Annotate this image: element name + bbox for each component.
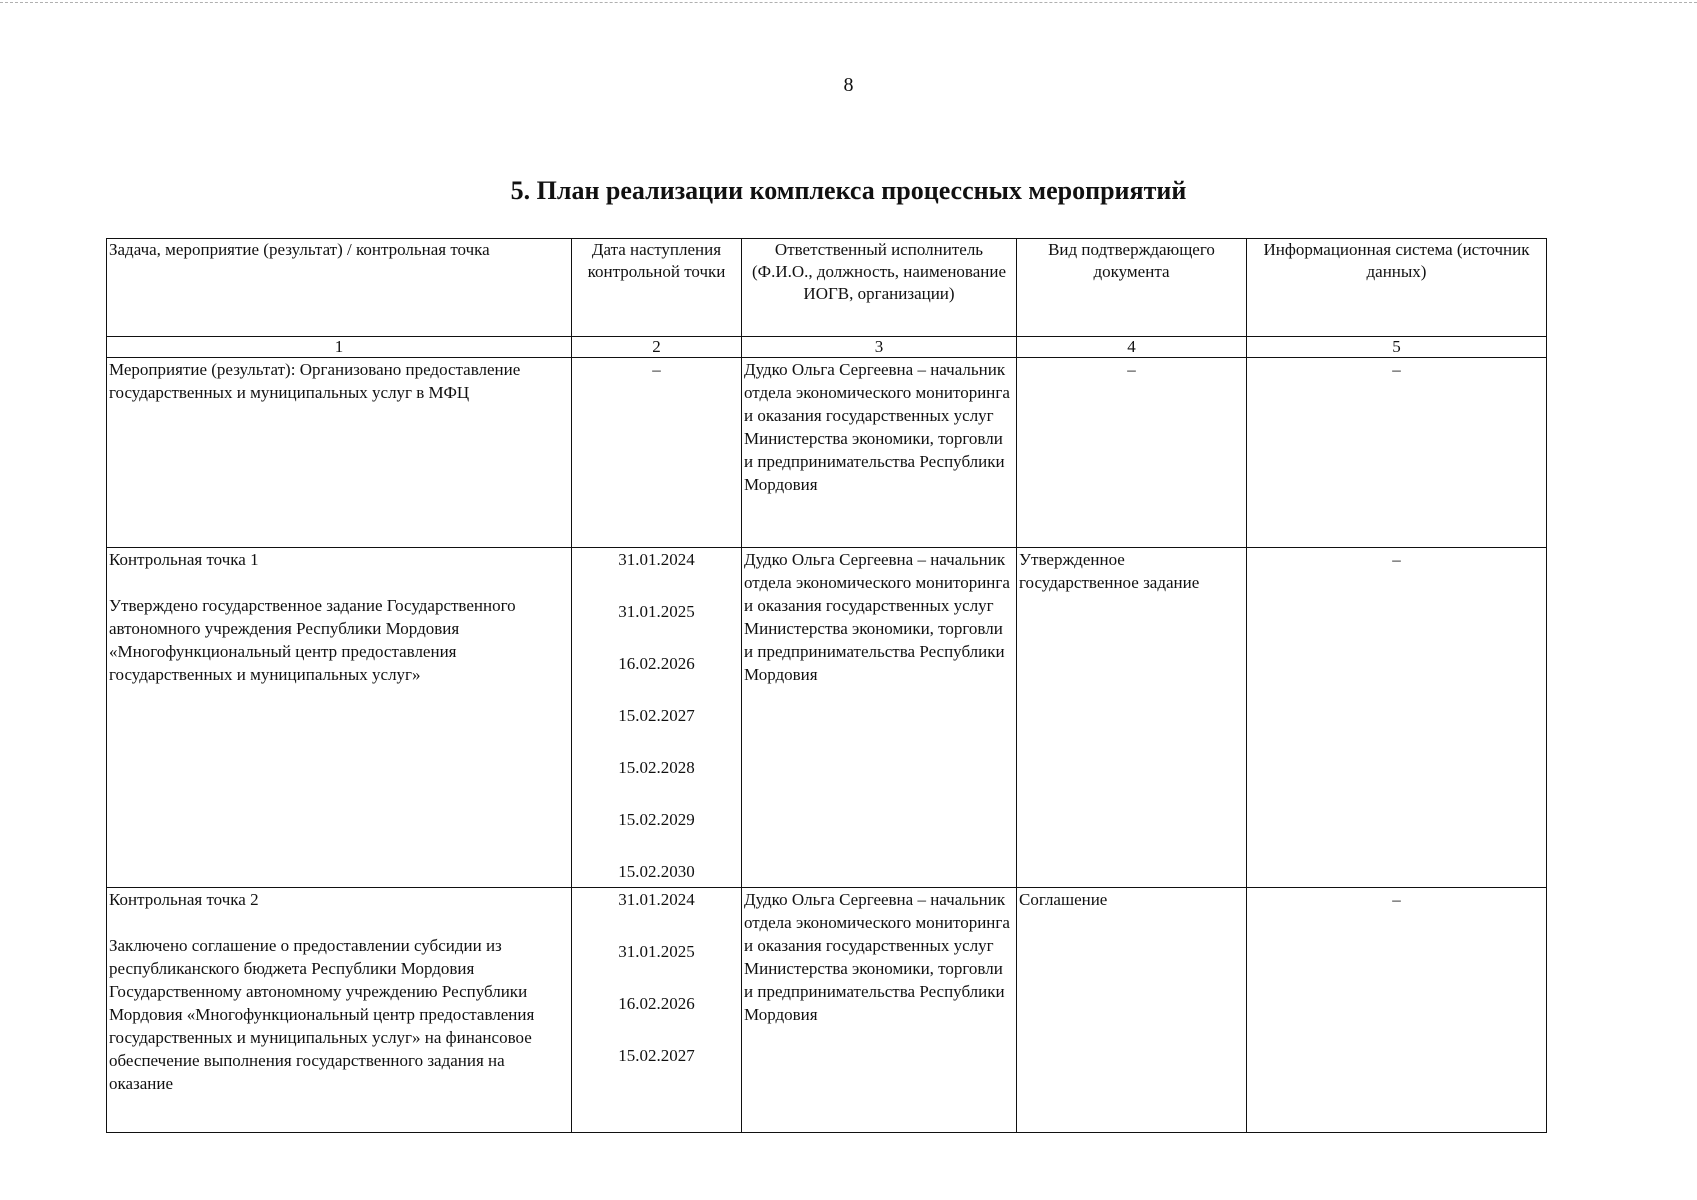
date-value: 31.01.2024	[618, 550, 695, 569]
task-text: Заключено соглашение о предоставлении субсидии из республиканского бюджета Республики Мордовия Государственному автономному учреждению Республики Мордовия «Многофункциональный центр предоставления государственных и муниципальных услуг» на финансовое обеспечение выполнения государственного задания на оказание	[109, 936, 535, 1093]
date-value: 31.01.2025	[618, 602, 695, 621]
system-cell: –	[1247, 888, 1547, 1133]
column-number: 3	[742, 337, 1017, 358]
column-number: 5	[1247, 337, 1547, 358]
task-label: Контрольная точка 1	[109, 550, 259, 569]
date-cell	[572, 888, 742, 1133]
task-cell	[107, 358, 572, 548]
column-number-row	[107, 337, 1547, 358]
document-cell: Утвержденное государственное задание	[1017, 548, 1247, 888]
responsible-cell: Дудко Ольга Сергеевна – начальник отдела экономического мониторинга и оказания государственных услуг Министерства экономики, торговли и предпринимательства Республики Мордовия	[742, 358, 1017, 548]
responsible-cell: Дудко Ольга Сергеевна – начальник отдела экономического мониторинга и оказания государственных услуг Министерства экономики, торговли и предпринимательства Республики Мордовия	[742, 888, 1017, 1133]
document-cell: Соглашение	[1017, 888, 1247, 1133]
header-task: Задача, мероприятие (результат) / контрольная точка	[107, 239, 572, 337]
table-row-control-point-1	[107, 548, 1547, 888]
task-label: Контрольная точка 2	[109, 890, 259, 909]
task-text: Утверждено государственное задание Государственного автономного учреждения Республики Мордовия «Многофункциональный центр предоставления государственных и муниципальных услуг»	[109, 596, 516, 684]
header-system: Информационная система (источник данных)	[1247, 239, 1547, 337]
document-title: 5. План реализации комплекса процессных мероприятий	[510, 176, 1187, 205]
date-value: 31.01.2024	[618, 890, 695, 909]
table-row-control-point-2	[107, 888, 1547, 1133]
date-value: 15.02.2028	[618, 758, 695, 777]
date-value: 15.02.2027	[618, 706, 695, 725]
date-value: 16.02.2026	[618, 654, 695, 673]
date-value: 15.02.2029	[618, 810, 695, 829]
date-value: 15.02.2027	[618, 1046, 695, 1065]
column-number: 4	[1017, 337, 1247, 358]
date-value: 15.02.2030	[618, 862, 695, 881]
date-value: –	[652, 360, 661, 379]
scan-artifact-line	[0, 2, 1697, 3]
column-number: 2	[572, 337, 742, 358]
table-header-row	[107, 239, 1547, 337]
task-text: Мероприятие (результат): Организовано предоставление государственных и муниципальных услуг в МФЦ	[109, 360, 521, 402]
date-value: 16.02.2026	[618, 994, 695, 1013]
header-date: Дата наступления контрольной точки	[572, 239, 742, 337]
date-cell	[572, 548, 742, 888]
spacer	[109, 911, 569, 934]
date-cell	[572, 358, 742, 548]
document-cell: –	[1017, 358, 1247, 548]
table-row-event	[107, 358, 1547, 548]
responsible-cell: Дудко Ольга Сергеевна – начальник отдела экономического мониторинга и оказания государственных услуг Министерства экономики, торговли и предпринимательства Республики Мордовия	[742, 548, 1017, 888]
column-number: 1	[107, 337, 572, 358]
system-cell: –	[1247, 548, 1547, 888]
plan-table	[106, 238, 1547, 1133]
date-value: 31.01.2025	[618, 942, 695, 961]
header-document: Вид подтверждающего документа	[1017, 239, 1247, 337]
task-cell	[107, 888, 572, 1133]
page-number: 8	[843, 74, 854, 96]
header-responsible: Ответственный исполнитель (Ф.И.О., должность, наименование ИОГВ, организации)	[742, 239, 1017, 337]
task-cell	[107, 548, 572, 888]
system-cell: –	[1247, 358, 1547, 548]
spacer	[109, 571, 569, 594]
